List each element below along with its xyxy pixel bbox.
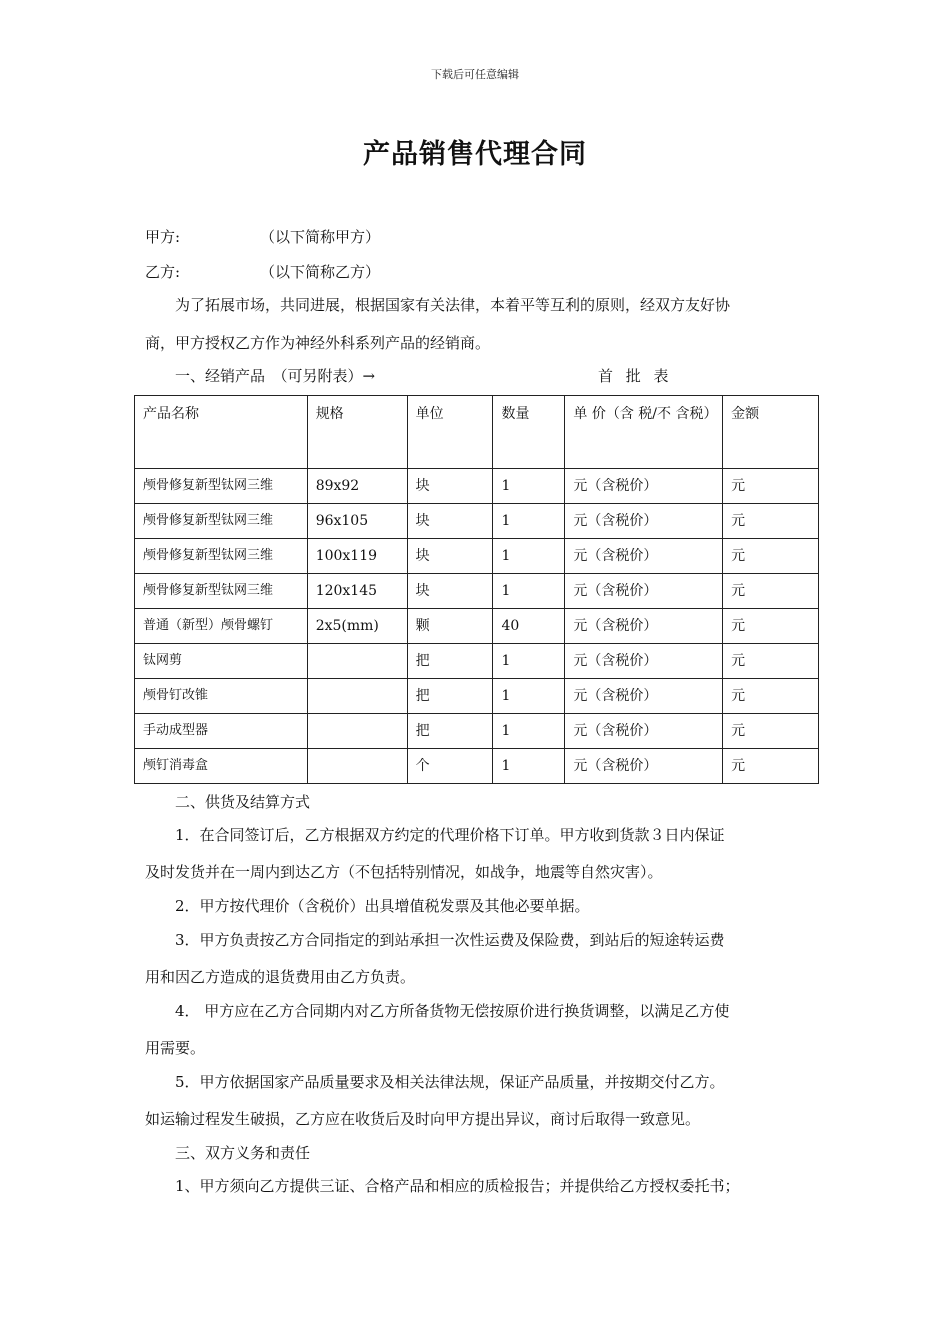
section2-p3-line2: 用和因乙方造成的退货费用由乙方负责。 bbox=[145, 968, 416, 986]
cell-product-name: 颅钉消毒盒 bbox=[135, 749, 308, 784]
table-row bbox=[135, 574, 819, 609]
header-spec: 规格 bbox=[307, 396, 407, 469]
cell-unit-price: 元（含税价） bbox=[565, 609, 723, 644]
cell-unit: 块 bbox=[407, 574, 493, 609]
cell-amount: 元 bbox=[723, 714, 819, 749]
cell-spec: 100x119 bbox=[307, 539, 407, 574]
party-a-note: （以下简称甲方） bbox=[260, 228, 381, 246]
contract-title: 产品销售代理合同 bbox=[363, 139, 587, 170]
cell-unit: 把 bbox=[407, 679, 493, 714]
cell-unit-price: 元（含税价） bbox=[565, 504, 723, 539]
cell-unit: 个 bbox=[407, 749, 493, 784]
cell-quantity: 1 bbox=[493, 469, 565, 504]
table-row bbox=[135, 749, 819, 784]
section2-p4-line2: 用需要。 bbox=[145, 1039, 206, 1057]
cell-spec: 2x5(mm) bbox=[307, 609, 407, 644]
section2-p2-line1: 2．甲方按代理价（含税价）出具增值税发票及其他必要单据。 bbox=[175, 897, 590, 915]
cell-unit-price: 元（含税价） bbox=[565, 574, 723, 609]
cell-unit-price: 元（含税价） bbox=[565, 469, 723, 504]
cell-product-name: 颅骨修复新型钛网三维 bbox=[135, 504, 308, 539]
cell-quantity: 1 bbox=[493, 679, 565, 714]
cell-unit-price: 元（含税价） bbox=[565, 679, 723, 714]
cell-amount: 元 bbox=[723, 574, 819, 609]
cell-quantity: 1 bbox=[493, 574, 565, 609]
cell-unit: 把 bbox=[407, 644, 493, 679]
cell-quantity: 1 bbox=[493, 644, 565, 679]
cell-amount: 元 bbox=[723, 469, 819, 504]
section2-p3-line1: 3．甲方负责按乙方合同指定的到站承担一次性运费及保险费，到站后的短途转运费 bbox=[175, 931, 725, 949]
header-note: 下载后可任意编辑 bbox=[431, 68, 519, 81]
table-row bbox=[135, 644, 819, 679]
cell-product-name: 颅骨修复新型钛网三维 bbox=[135, 469, 308, 504]
section2-p4-line1: 4． 甲方应在乙方合同期内对乙方所备货物无偿按原价进行换货调整，以满足乙方使 bbox=[175, 1002, 730, 1020]
cell-spec bbox=[307, 679, 407, 714]
header-unit: 单位 bbox=[407, 396, 493, 469]
intro-line-2: 商，甲方授权乙方作为神经外科系列产品的经销商。 bbox=[145, 334, 491, 352]
header-quantity: 数量 bbox=[493, 396, 565, 469]
cell-quantity: 1 bbox=[493, 504, 565, 539]
party-b-label: 乙方: bbox=[145, 263, 181, 281]
cell-product-name: 手动成型器 bbox=[135, 714, 308, 749]
cell-product-name: 钛网剪 bbox=[135, 644, 308, 679]
party-b-line bbox=[145, 261, 380, 282]
cell-amount: 元 bbox=[723, 539, 819, 574]
cell-spec bbox=[307, 749, 407, 784]
party-a-line bbox=[145, 226, 380, 247]
products-table bbox=[134, 395, 819, 784]
cell-unit-price: 元（含税价） bbox=[565, 749, 723, 784]
cell-unit-price: 元（含税价） bbox=[565, 714, 723, 749]
cell-spec bbox=[307, 714, 407, 749]
section1-heading: 一、经销产品 （可另附表）→ bbox=[175, 367, 376, 385]
cell-quantity: 1 bbox=[493, 714, 565, 749]
table-header-row bbox=[135, 396, 819, 469]
section3-p1-line1: 1、甲方须向乙方提供三证、合格产品和相应的质检报告；并提供给乙方授权委托书； bbox=[175, 1177, 740, 1195]
section2-p1-line1: 1．在合同签订后，乙方根据双方约定的代理价格下订单。甲方收到货款３日内保证 bbox=[175, 826, 725, 844]
cell-unit: 块 bbox=[407, 504, 493, 539]
cell-product-name: 颅骨修复新型钛网三维 bbox=[135, 539, 308, 574]
header-product-name: 产品名称 bbox=[135, 396, 308, 469]
cell-spec: 96x105 bbox=[307, 504, 407, 539]
table-row bbox=[135, 679, 819, 714]
table-row bbox=[135, 609, 819, 644]
table-caption: 首 批 表 bbox=[598, 367, 673, 385]
cell-unit: 颗 bbox=[407, 609, 493, 644]
cell-product-name: 普通（新型）颅骨螺钉 bbox=[135, 609, 308, 644]
table-row bbox=[135, 714, 819, 749]
cell-amount: 元 bbox=[723, 609, 819, 644]
cell-unit-price: 元（含税价） bbox=[565, 539, 723, 574]
header-amount: 金额 bbox=[723, 396, 819, 469]
cell-unit: 块 bbox=[407, 469, 493, 504]
cell-quantity: 1 bbox=[493, 749, 565, 784]
cell-amount: 元 bbox=[723, 679, 819, 714]
table-row bbox=[135, 539, 819, 574]
cell-spec: 89x92 bbox=[307, 469, 407, 504]
cell-quantity: 40 bbox=[493, 609, 565, 644]
section2-p5-line1: 5．甲方依据国家产品质量要求及相关法律法规，保证产品质量，并按期交付乙方。 bbox=[175, 1073, 725, 1091]
cell-unit: 块 bbox=[407, 539, 493, 574]
section3-heading: 三、双方义务和责任 bbox=[175, 1144, 311, 1162]
cell-quantity: 1 bbox=[493, 539, 565, 574]
section2-heading: 二、供货及结算方式 bbox=[175, 793, 311, 811]
party-b-note: （以下简称乙方） bbox=[260, 263, 381, 281]
section2-p5-line2: 如运输过程发生破损，乙方应在收货后及时向甲方提出异议，商讨后取得一致意见。 bbox=[145, 1110, 701, 1128]
header-unit-price: 单 价（含 税/不 含税） bbox=[565, 396, 723, 469]
table-row bbox=[135, 469, 819, 504]
intro-line-1: 为了拓展市场，共同进展，根据国家有关法律，本着平等互利的原则，经双方友好协 bbox=[175, 296, 731, 314]
cell-spec bbox=[307, 644, 407, 679]
cell-product-name: 颅骨钉改锥 bbox=[135, 679, 308, 714]
cell-unit-price: 元（含税价） bbox=[565, 644, 723, 679]
cell-unit: 把 bbox=[407, 714, 493, 749]
section2-p1-line2: 及时发货并在一周内到达乙方（不包括特别情况，如战争，地震等自然灾害）。 bbox=[145, 863, 663, 881]
cell-spec: 120x145 bbox=[307, 574, 407, 609]
cell-amount: 元 bbox=[723, 749, 819, 784]
cell-amount: 元 bbox=[723, 644, 819, 679]
table-row bbox=[135, 504, 819, 539]
party-a-label: 甲方: bbox=[145, 228, 181, 246]
cell-product-name: 颅骨修复新型钛网三维 bbox=[135, 574, 308, 609]
cell-amount: 元 bbox=[723, 504, 819, 539]
